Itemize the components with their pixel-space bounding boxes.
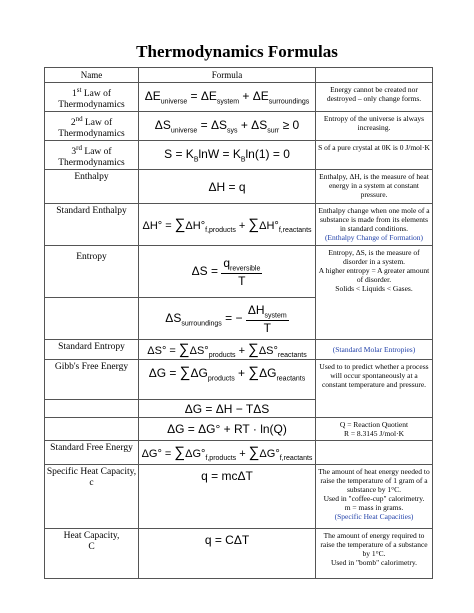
formula-gibbs: $\Delta G = \sum\Delta G_{products} + \sum\Delta G_{reactants}$ [139, 360, 316, 400]
name-entropy: Entropy [45, 246, 139, 298]
formula-third-law: $S = K_B\ln W = K_B\ln(1) = 0$ [139, 141, 316, 170]
row-standard-entropy [45, 340, 433, 360]
name-heat-capacity: Heat Capacity, C [45, 529, 139, 579]
name-gibbs-rt [45, 418, 139, 441]
row-gibbs [45, 360, 433, 400]
formula-entropy-surroundings: $\Delta S_{surroundings}$ = − $\frac{\Delta H_{system}}{T}$ [139, 298, 316, 340]
standard-molar-entropies-link[interactable]: (Standard Molar Entropies) [316, 340, 433, 360]
specific-heat-capacities-link[interactable]: (Specific Heat Capacities) [334, 512, 414, 522]
desc-third-law: S of a pure crystal at 0K is 0 J/mol·K [316, 141, 433, 170]
header-formula: Formula [139, 68, 316, 83]
name-standard-entropy: Standard Entropy [45, 340, 139, 360]
header-name: Name [45, 68, 139, 83]
desc-gibbs-rt: Q = Reaction Quotient R = 8.3145 J/mol·K [316, 418, 433, 441]
name-standard-free: Standard Free Energy [45, 441, 139, 465]
row-standard-enthalpy [45, 204, 433, 246]
name-gibbs: Gibb's Free Energy [45, 360, 139, 400]
row-first-law [45, 83, 433, 112]
formula-second-law: $\Delta S_{universe} = \Delta S_{sys} + \Delta S_{surr} \ge 0$ [139, 112, 316, 141]
formula-standard-enthalpy: $\Delta H^\circ = \sum\Delta H^\circ_{f,products} + \sum\Delta H^\circ_{f,reactants}$ [139, 204, 316, 246]
desc-gibbs: Used to to predict whether a process will occur spontaneously at a constant temperature and pressure. [316, 360, 433, 418]
formula-table [44, 67, 433, 579]
header-description [316, 68, 433, 83]
row-gibbs-rt [45, 418, 433, 441]
name-gibbs-enthalpy [45, 400, 139, 418]
desc-enthalpy: Enthalpy, ΔH, is the measure of heat energy in a system at constant pressure. [316, 170, 433, 204]
formula-gibbs-enthalpy: ΔG = ΔH − TΔS [139, 400, 316, 418]
name-specific-heat: Specific Heat Capacity, c [45, 465, 139, 529]
row-entropy [45, 246, 433, 298]
formula-standard-entropy: $\Delta S^\circ = \sum\Delta S^\circ_{products} + \sum\Delta S^\circ_{reactants}$ [139, 340, 316, 360]
name-enthalpy: Enthalpy [45, 170, 139, 204]
formula-enthalpy: ΔH = q [139, 170, 316, 204]
enthalpy-formation-link[interactable]: (Enthalpy Change of Formation) [324, 233, 424, 243]
row-standard-free [45, 441, 433, 465]
desc-second-law: Entropy of the universe is always increasing. [316, 112, 433, 141]
header-row [45, 68, 433, 83]
desc-specific-heat: The amount of heat energy needed to raise the temperature of 1 gram of a substance by 1°C. Used in "coffee-cup" calorimetry. m = mass in grams. (Specific Heat Capacities) [316, 465, 433, 529]
name-entropy-surroundings [45, 298, 139, 340]
desc-entropy: Entropy, ΔS, is the measure of disorder in a system. A higher entropy = A greater amount of disorder. Solids < Liquids < Gases. [316, 246, 433, 340]
formula-entropy: ΔS = $\frac{q_{reversible}}{T}$ [139, 246, 316, 298]
formula-specific-heat: q = mcΔT [139, 465, 316, 529]
row-third-law [45, 141, 433, 170]
row-second-law [45, 112, 433, 141]
desc-standard-enthalpy: Enthalpy change when one mole of a substance is made from its elements in standard conditions. (Enthalpy Change of Formation) [316, 204, 433, 246]
desc-heat-capacity: The amount of energy required to raise the temperature of a substance by 1°C. Used in "bomb" calorimetry. [316, 529, 433, 579]
row-specific-heat [45, 465, 433, 529]
name-first-law: 1st Law of Thermodynamics [45, 83, 139, 112]
name-standard-enthalpy: Standard Enthalpy [45, 204, 139, 246]
formula-first-law: $\Delta E_{universe} = \Delta E_{system} + \Delta E_{surroundings}$ [139, 83, 316, 112]
page-title: Thermodynamics Formulas [136, 42, 338, 61]
name-third-law: 3rd Law of Thermodynamics [45, 141, 139, 170]
desc-standard-free [316, 441, 433, 465]
desc-first-law: Energy cannot be created nor destroyed – only change forms. [316, 83, 433, 112]
formula-heat-capacity: q = CΔT [139, 529, 316, 579]
formula-gibbs-rt: ΔG = ΔG° + RT · ln(Q) [139, 418, 316, 441]
formula-standard-free: $\Delta G^\circ = \sum\Delta G^\circ_{f,products} + \sum\Delta G^\circ_{f,reactants}$ [139, 441, 316, 465]
name-second-law: 2nd Law of Thermodynamics [45, 112, 139, 141]
row-heat-capacity [45, 529, 433, 579]
row-enthalpy [45, 170, 433, 204]
